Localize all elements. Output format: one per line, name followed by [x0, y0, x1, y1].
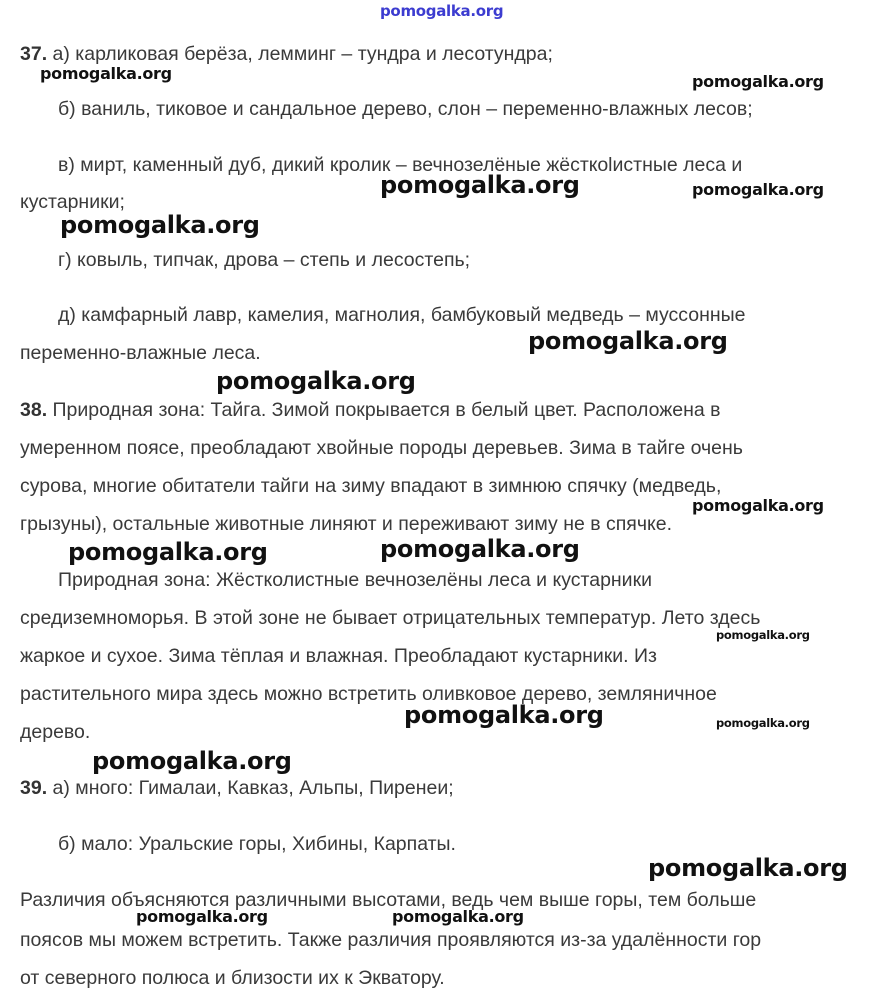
watermark: pomogalka.org — [92, 747, 292, 775]
q38-line-2: умеренном поясе, преобладают хвойные породы деревьев. Зима в тайге очень — [20, 437, 743, 459]
watermark: pomogalka.org — [648, 854, 848, 882]
q38-line-8: растительного мира здесь можно встретить оливковое дерево, земляничное — [20, 683, 717, 705]
header-watermark: pomogalka.org — [380, 2, 504, 20]
watermark: pomogalka.org — [136, 907, 268, 926]
q38-line-1 — [20, 398, 721, 422]
watermark: pomogalka.org — [716, 716, 810, 730]
q38-line-3: сурова, многие обитатели тайги на зиму впадают в зимнюю спячку (медведь, — [20, 475, 722, 497]
q39-a-text: а) много: Гималаи, Кавказ, Альпы, Пиренеи; — [47, 777, 454, 799]
q38-line-4: грызуны), остальные животные линяют и переживают зиму не в спячке. — [20, 513, 673, 535]
q37-line-v2: кустарники; — [20, 191, 125, 213]
watermark: pomogalka.org — [60, 211, 260, 239]
watermark: pomogalka.org — [692, 72, 824, 91]
q38-line-5: Природная зона: Жёстколистные вечнозелёны леса и кустарники — [58, 569, 652, 591]
q37-line-g: г) ковыль, типчак, дрова – степь и лесостепь; — [58, 249, 471, 271]
q39-number: 39. — [20, 777, 48, 799]
q39-line-c2: поясов мы можем встретить. Также различия проявляются из-за удалённости гор — [20, 929, 762, 951]
q37-line-a — [20, 42, 553, 66]
q38-number: 38. — [20, 399, 48, 421]
q37-line-b: б) ваниль, тиковое и сандальное дерево, слон – переменно-влажных лесов; — [58, 98, 753, 120]
q37-line-d1: д) камфарный лавр, камелия, магнолия, бамбуковый медведь – муссонные — [58, 304, 746, 326]
q37-line-v1: в) мирт, каменный дуб, дикий кролик – вечнозелёные жёсткolистные леса и — [58, 154, 743, 176]
watermark: pomogalka.org — [692, 180, 824, 199]
q39-line-c3: от северного полюса и близости их к Экватору. — [20, 967, 445, 989]
watermark: pomogalka.org — [40, 64, 172, 83]
watermark: pomogalka.org — [692, 496, 824, 515]
q37-number: 37. — [20, 43, 48, 65]
q39-line-c1: Различия объясняются различными высотами, ведь чем выше горы, тем больше — [20, 889, 757, 911]
watermark: pomogalka.org — [528, 327, 728, 355]
q37-line-d2: переменно-влажные леса. — [20, 342, 261, 364]
q38-line-6: средиземноморья. В этой зоне не бывает отрицательных температур. Лето здесь — [20, 607, 761, 629]
q39-line-a — [20, 776, 454, 800]
watermark: pomogalka.org — [380, 171, 580, 199]
q38-line-9: дерево. — [20, 721, 91, 743]
q38-line-7: жаркое и сухое. Зима тёплая и влажная. Преобладают кустарники. Из — [20, 645, 657, 667]
q37-a-text: а) карликовая берёза, лемминг – тундра и лесотундра; — [47, 43, 553, 65]
watermark: pomogalka.org — [392, 907, 524, 926]
watermark: pomogalka.org — [380, 535, 580, 563]
watermark: pomogalka.org — [216, 367, 416, 395]
watermark: pomogalka.org — [404, 701, 604, 729]
watermark: pomogalka.org — [716, 628, 810, 642]
watermark: pomogalka.org — [68, 538, 268, 566]
q39-line-b: б) мало: Уральские горы, Хибины, Карпаты. — [58, 833, 456, 855]
q38-p1-l1-text: Природная зона: Тайга. Зимой покрывается в белый цвет. Расположена в — [47, 399, 721, 421]
